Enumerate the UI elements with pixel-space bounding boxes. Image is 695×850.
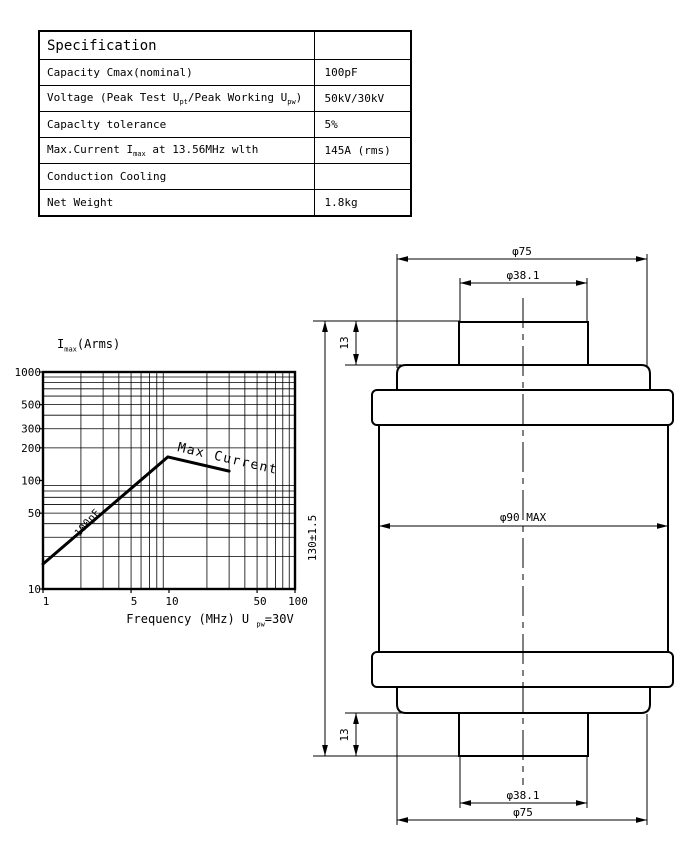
table-row — [39, 60, 411, 86]
y-tick-label: 1000 — [14, 366, 41, 379]
dim-top-phi75: φ75 — [512, 245, 532, 258]
y-tick-label: 300 — [21, 422, 41, 436]
table-header-empty-cell — [314, 31, 411, 60]
table-row — [39, 86, 411, 112]
row-label: Net Weight — [39, 190, 314, 217]
table-row — [39, 190, 411, 217]
dim-bottom-phi75: φ75 — [513, 806, 533, 819]
table-row — [39, 164, 411, 190]
dim-bottom-phi38: φ38.1 — [506, 789, 540, 802]
spec-table — [38, 30, 412, 217]
x-tick-label: 10 — [165, 595, 179, 608]
y-tick-label: 50 — [27, 507, 41, 521]
row-value: 1.8kg — [314, 190, 411, 217]
max-current-curve — [43, 457, 229, 564]
x-tick-label: 1 — [42, 595, 50, 608]
x-tick-label: 5 — [130, 595, 138, 608]
row-value: 5% — [314, 112, 411, 138]
x-tick-label: 100 — [288, 595, 308, 608]
table-row — [39, 112, 411, 138]
y-tick-label: 10 — [27, 583, 41, 596]
dim-top-phi38: φ38.1 — [506, 269, 540, 282]
dim-phi90-max: φ90 MAX — [499, 511, 547, 524]
dim-overall-height: 130±1.5 — [306, 514, 319, 562]
row-label: Max.Current $I_{max}$ at 13.56MHz wlth — [39, 138, 314, 164]
table-header-row — [39, 31, 411, 60]
dim-bottom-13: 13 — [338, 728, 351, 742]
row-value: 50kV/30kV — [314, 86, 411, 112]
table-title: Specification — [39, 31, 314, 60]
dim-top-13: 13 — [338, 336, 351, 350]
y-tick-label: 100 — [21, 474, 41, 488]
table-row — [39, 138, 411, 164]
row-value: 100pF — [314, 60, 411, 86]
row-label: Capacity Cmax(nominal) — [39, 60, 314, 86]
y-tick-label: 200 — [21, 441, 41, 455]
row-label: Conduction Cooling — [39, 164, 314, 190]
row-value — [314, 164, 411, 190]
chart-x-axis-label: Frequency (MHz) U $_{pw}$=30V — [126, 612, 294, 629]
row-value: 145A (rms) — [314, 138, 411, 164]
extension-lines — [313, 254, 647, 825]
row-label: Capaclty tolerance — [39, 112, 314, 138]
curve-label-100pf: 100pF — [72, 507, 103, 539]
curve-label-max-current: Max Current — [176, 440, 280, 478]
chart-y-axis-title: $I_{max}(Arms)$ — [57, 337, 121, 354]
capacitor-outline-drawing — [300, 240, 695, 850]
imax-frequency-chart — [0, 330, 340, 630]
x-tick-label: 50 — [253, 595, 267, 608]
y-tick-label: 500 — [21, 398, 41, 412]
dimension-lines — [325, 259, 668, 820]
row-label: Voltage (Peak Test $U_{pt}$/Peak Working $U_{pw}$) — [39, 86, 314, 112]
